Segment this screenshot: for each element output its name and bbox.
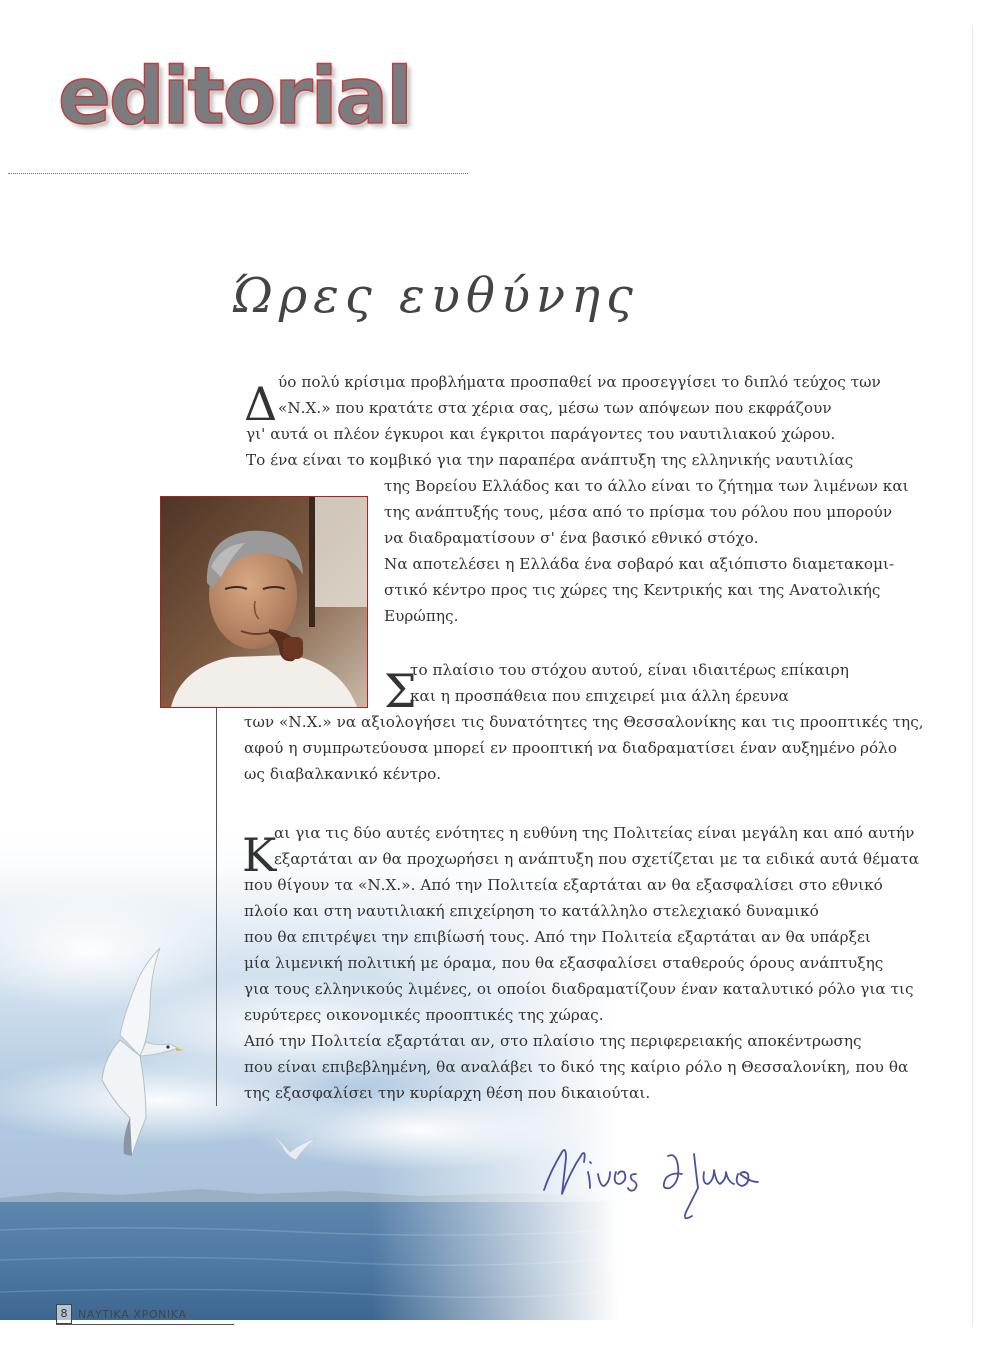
- section-title: editorial: [58, 52, 411, 142]
- title-divider: [8, 173, 468, 174]
- text-line: Ευρώπης.: [384, 607, 459, 625]
- text-line: γι' αυτά οι πλέον έγκυροι και έγκριτοι παράγοντες του ναυτιλιακού χώρου.: [246, 425, 836, 443]
- text-line: το πλαίσιο του στόχου αυτού, είναι ιδιαιτέρως επίκαιρη: [410, 661, 849, 679]
- page-edge: [972, 26, 973, 1326]
- dropcap-paragraph-3: Κ: [242, 828, 277, 882]
- page-number: 8: [56, 1304, 72, 1324]
- author-photo: [160, 496, 368, 708]
- text-line: που θίγουν τα «Ν.Χ.». Από την Πολιτεία εξαρτάται αν θα εξασφαλίσει στο εθνικό: [244, 876, 883, 894]
- text-line: να διαδραματίσουν σ' ένα βασικό εθνικό στόχο.: [384, 529, 759, 547]
- text-line: αι για τις δύο αυτές ενότητες η ευθύνη της Πολιτείας είναι μεγάλη και από αυτήν: [274, 824, 915, 842]
- text-line: της ανάπτυξής τους, μέσα από το πρίσμα του ρόλου που μπορούν: [384, 503, 893, 521]
- text-line: και η προσπάθεια που επιχειρεί μια άλλη έρευνα: [410, 687, 789, 705]
- text-line: Από την Πολιτεία εξαρτάται αν, στο πλαίσιο της περιφερειακής αποκέντρωσης: [244, 1032, 862, 1050]
- text-line: εξαρτάται αν θα προχωρήσει η ανάπτυξη που σχετίζεται με τα ειδικά αυτά θέματα: [274, 850, 920, 868]
- text-line: για τους ελληνικούς λιμένες, οι οποίοι διαδραματίζουν έναν καταλυτικό ρόλο για τις: [244, 980, 914, 998]
- text-line: που είναι επιβεβλημένη, θα αναλάβει το δικό της καίριο ρόλο η Θεσσαλονίκη, που θα: [244, 1058, 909, 1076]
- text-line: μία λιμενική πολιτική με όραμα, που θα εξασφαλίσει σταθερούς όρους ανάπτυξης: [244, 954, 884, 972]
- text-line: πλοίο και στη ναυτιλιακή επιχείρηση το κατάλληλο στελεχιακό δυναμικό: [244, 902, 819, 920]
- text-line: ως διαβαλκανικό κέντρο.: [244, 765, 442, 783]
- text-line: «Ν.Χ.» που κρατάτε στα χέρια σας, μέσω των απόψεων που εκφράζουν: [278, 399, 832, 417]
- author-signature: [536, 1132, 786, 1232]
- text-line: Το ένα είναι το κομβικό για την παραπέρα ανάπτυξη της ελληνικής ναυτιλίας: [246, 451, 854, 469]
- headline: Ώρες ευθύνης: [232, 268, 639, 324]
- dropcap-paragraph-1: Δ: [244, 377, 278, 431]
- text-line: ευρύτερες οικονομικές προοπτικές της χώρας.: [244, 1006, 604, 1024]
- text-line: στικό κέντρο προς τις χώρες της Κεντρικής και της Ανατολικής: [384, 581, 881, 599]
- text-line: των «Ν.Χ.» να αξιολογήσει τις δυνατότητες της Θεσσαλονίκης και τις προοπτικές της,: [244, 713, 924, 731]
- text-line: της εξασφαλίσει την κυρίαρχη θέση που δικαιούται.: [244, 1084, 651, 1102]
- column-rule: [216, 708, 217, 1106]
- text-line: της Βορείου Ελλάδος και το άλλο είναι το ζήτημα των λιμένων και: [384, 477, 909, 495]
- text-line: που θα επιτρέψει την επιβίωσή τους. Από την Πολιτεία εξαρτάται αν θα υπάρξει: [244, 928, 871, 946]
- page-footer: [56, 1304, 234, 1325]
- text-line: ύο πολύ κρίσιμα προβλήματα προσπαθεί να προσεγγίσει το διπλό τεύχος των: [278, 373, 881, 391]
- text-line: Να αποτελέσει η Ελλάδα ένα σοβαρό και αξιόπιστο διαμετακομι-: [384, 555, 895, 573]
- text-line: αφού η συμπρωτεύουσα μπορεί εν προοπτική να διαδραματίσει έναν αυξημένο ρόλο: [244, 739, 898, 757]
- magazine-name: ΝΑΥΤΙΚΑ ΧΡΟΝΙΚΑ: [78, 1308, 187, 1321]
- dropcap-paragraph-2: Σ: [384, 664, 417, 718]
